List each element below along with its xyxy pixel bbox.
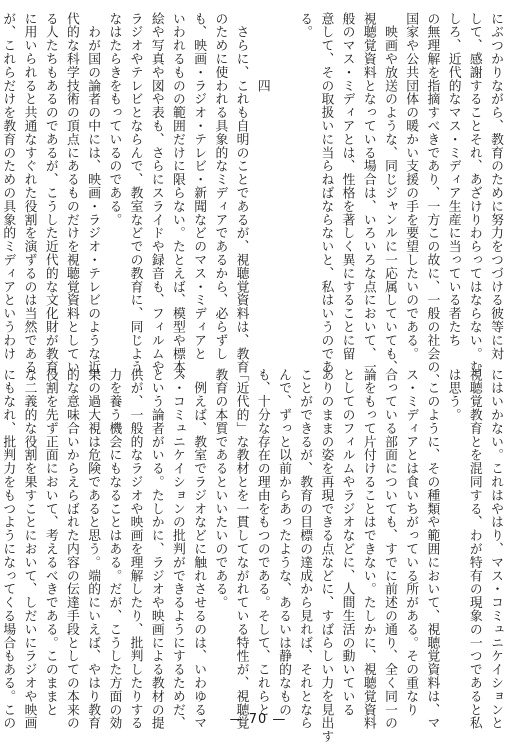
text-line: ス・コミュニケイションの批判ができるようにするためだ、 <box>169 368 185 730</box>
text-line: しろ、近代的なマス・ミディア生産に当っている者たち <box>445 12 461 347</box>
text-line: 供が、一般的なラジオや映画を理解したり、批判したりする <box>127 368 143 730</box>
text-line: 力を養う機会にもなることはある。だが、こうした方面の効 <box>106 368 122 730</box>
text-line: 代的な科学技術の頂点にあるものだけを視聴覚資料としてい <box>63 12 79 374</box>
text-line: が、これらだけを教育のための具象的ミディアというわけ <box>0 12 16 361</box>
text-line: 絵や写真や図や表も、さらにスライドや録音も、フィルムや <box>148 12 164 374</box>
text-line: の無理解を指摘すべきであり、一方この故に、一般の社会の、 <box>424 12 440 388</box>
text-line: 役割を先ず正面において、考えるべきである。このままと <box>42 368 58 717</box>
text-line: 「近代的」な教材とを一貫してながれている特性が、視聴覚 <box>233 368 249 730</box>
text-line: わが国の論者の中には、映画・ラジオ・テレビのような近 <box>85 12 101 374</box>
text-line: なはたらきをもっているのである。 <box>106 12 122 227</box>
text-line: 視聴覚教育とを混同する、わが特有の現象の一つであると私 <box>466 368 482 730</box>
upper-text-block <box>0 12 506 388</box>
text-line: も、十分な存在の理由をもつのである。そして、これらと <box>254 368 270 717</box>
text-line: 国家や公共団体の暖かい支援の手を要望したいのである。 <box>403 12 419 361</box>
text-line: 映画や放送のような、同じジャンルに一応属していても、 <box>381 12 397 374</box>
text-line: 論をもって片付けることはできない。たしかに、視聴覚資料 <box>360 368 376 730</box>
text-line: ことができるが、教育の目標の達成から見れば、それとなら <box>297 368 313 730</box>
text-line: 的な意味合いからえらばれた内容の伝達手段としての本来の <box>63 368 79 730</box>
text-line: としてのフィルムやラジオなどに、人間生活の動いている <box>339 368 355 717</box>
text-line: さらに、これも自明のことであるが、視聴覚資料は、教育 <box>233 12 249 374</box>
text-line: 例えば、教室でラジオなどに触れさせるのは、いわゆるマ <box>191 368 207 730</box>
text-line: して、感謝することそれ、あざけりわらってはならない。む <box>466 12 482 374</box>
text-line: 般のマス・ミディアとは、性格を著しく異にすることに留 <box>339 12 355 361</box>
text-line: る。 <box>297 12 313 39</box>
text-line: ありのままの姿を再現できる点などに、すばらしい力を見出す <box>318 368 334 743</box>
text-line: 教育の本質であるといいたいのである。 <box>212 368 228 610</box>
text-line: のために使われる具象的なミディアであるから、必らずし <box>212 12 228 361</box>
text-line: 四 <box>254 12 270 93</box>
text-line: ス・ミディアとは食いちがっている所がある。その重なり <box>403 368 419 717</box>
text-line: にもなれ、批判力をもつようになってくる場合もある。この <box>0 368 16 730</box>
text-line: な二義的な役割を果すことにおいて、しだいにラジオや映画 <box>21 368 37 730</box>
text-line: 合っている部面についても、すでに前述の通り、全く同一の <box>381 368 397 730</box>
text-line: このように、その種類や範囲において、視聴覚資料は、マ <box>424 368 440 730</box>
text-line: にぶつかりながら、教育のために努力をつづける彼等に対 <box>488 12 503 361</box>
text-line: に用いられると共通なすぐれた役割を演ずるのは当然である <box>21 12 37 374</box>
text-line: も、映画・ラジオ・テレビ・新聞などのマス・ミディアと <box>191 12 207 361</box>
text-line: ラジオやテレビとならんで、教室などでの教育に、同じよう <box>127 12 143 374</box>
text-line <box>273 12 294 342</box>
page-number: — 70 — <box>229 712 287 727</box>
text-line: る人たちもあるのであるが、こうした近代的な文化財が教育 <box>42 12 58 374</box>
text-line: という論者がいる。たしかに、ラジオや映画による教材の提 <box>148 368 164 730</box>
text-line: にはいかない。これはやはり、マス・コミュニケイションと <box>488 368 503 730</box>
text-line: は思う。 <box>445 368 461 422</box>
text-line: 視聴覚資料となっている場合は、いろいろな点において、一 <box>360 12 376 374</box>
text-line: いわれるものの範囲だけに限らない。たとえば、模型や標本、 <box>169 12 185 388</box>
text-line: 意して、その取扱いに当らねばならないと、私はいうのであ <box>318 12 334 374</box>
text-line: 果の過大視は危険であると思う。端的にいえば、やはり教育 <box>85 368 101 730</box>
text-line: んで、ずっと以前からあったような、あるいは静的なもの <box>275 368 291 717</box>
